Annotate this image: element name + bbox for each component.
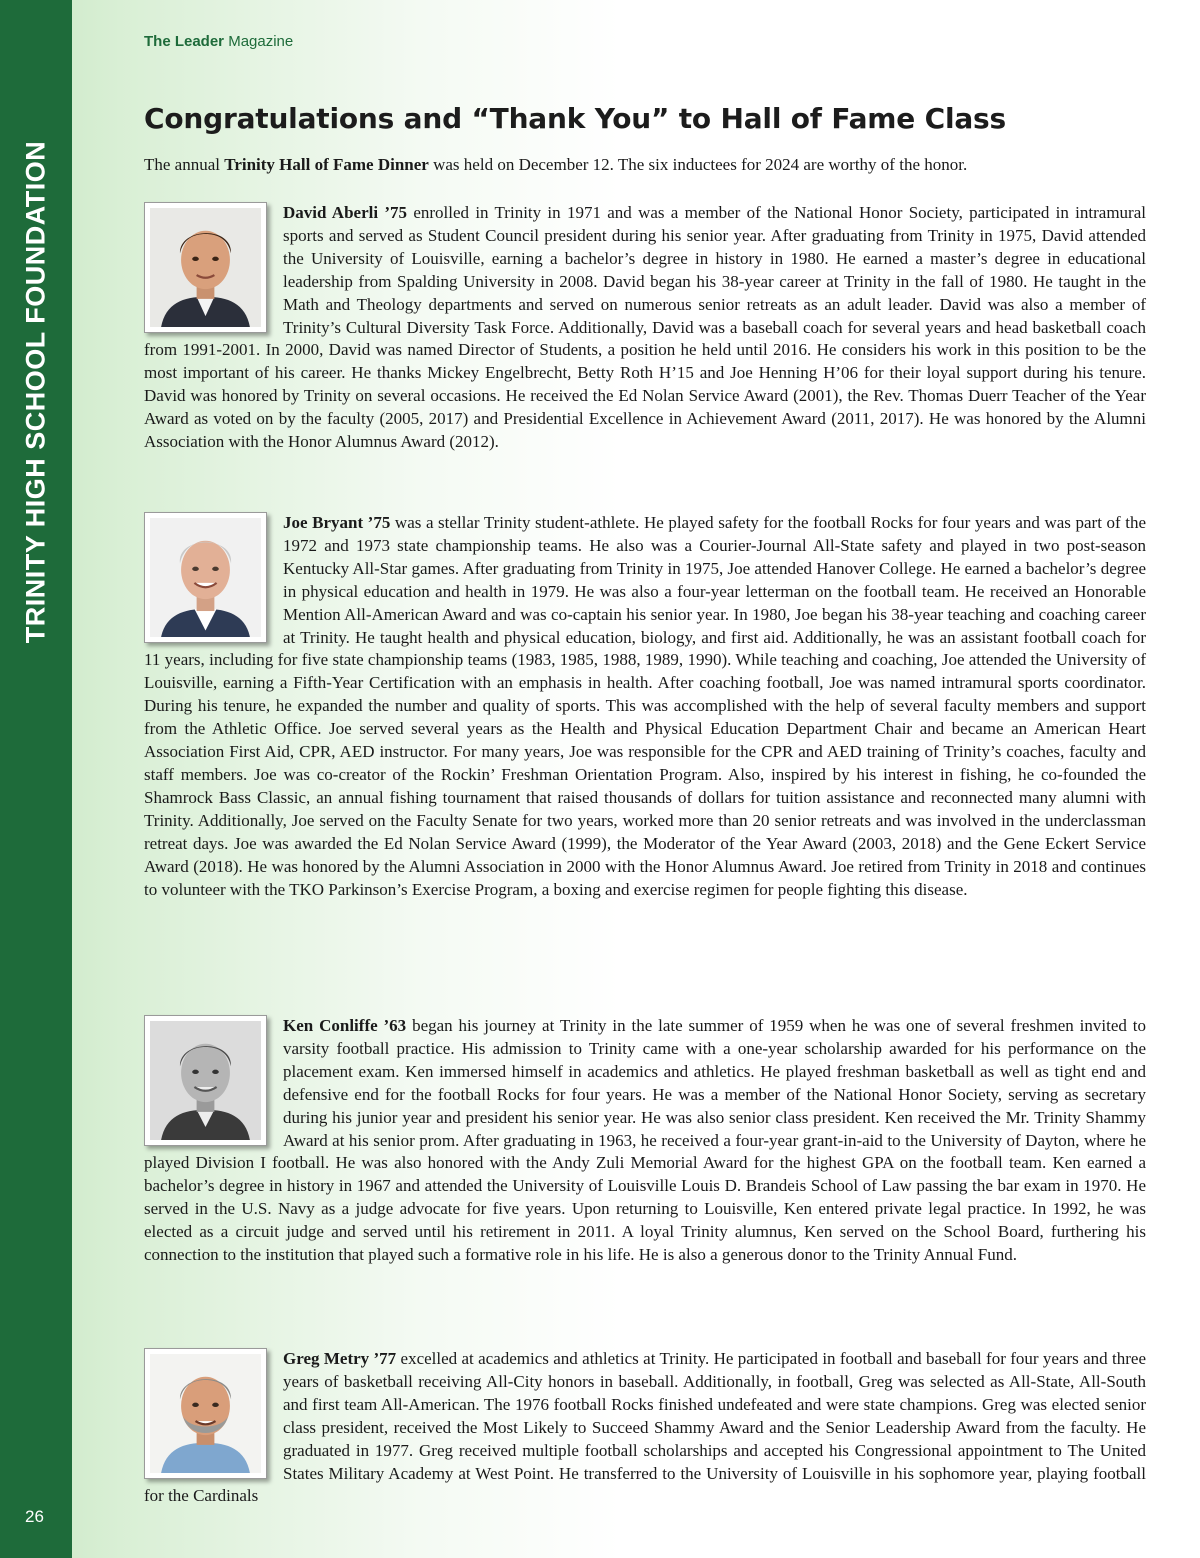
article-headline: Congratulations and “Thank You” to Hall of Fame Class	[144, 102, 1006, 135]
inductee-name: David Aberli ’75	[283, 203, 408, 222]
masthead-section: Magazine	[228, 33, 294, 50]
intro-event: Trinity Hall of Fame Dinner	[224, 155, 429, 174]
article-intro	[144, 153, 1144, 176]
inductee-bio-metry	[144, 1348, 1146, 1508]
portrait-photo-icon	[144, 202, 267, 333]
inductee-name: Joe Bryant ’75	[283, 513, 391, 532]
inductee-text: excelled at academics and athletics at Trinity. He participated in football and baseball for four years and three years of basketball receiving All-City honors in baseball. Additionally, in football, Greg was selected as All-State, All-South and first team All-American. The 1976 football Rocks finished undefeated and were state champions. Greg was elected senior class president, received the Most Likely to Succeed Shammy Award and the Senior Leadership Award from the faculty. He graduated in 1977. Greg received multiple football scholarships and accepted his Congressional appointment to The United States Military Academy at West Point. He transferred to the University of Louisville in his sophomore year, playing football for the Cardinals	[144, 1349, 1146, 1506]
inductee-bio-conliffe	[144, 1015, 1146, 1267]
sidebar	[0, 0, 72, 1558]
page-number: 26	[25, 1507, 44, 1526]
inductee-text: enrolled in Trinity in 1971 and was a member of the National Honor Society, participated in intramural sports and served as Student Council president during his senior year. After graduating from Trinity in 1975, David attended the University of Louisville, earning a bachelor’s degree in history in 1980. He earned a master’s degree in educational leadership from Spalding University in 2008. David began his 38-year career at Trinity in the fall of 1980. He taught in the Math and Theology departments and served on numerous senior retreats as an adult leader. David was also a member of Trinity’s Cultural Diversity Task Force. Additionally, David was a baseball coach for several years and head basketball coach from 1991-2001. In 2000, David was named Director of Students, a position he held until 2016. He considers his work in this position to be the most important of his career. He thanks Mickey Engelbrecht, Betty Roth H’15 and Joe Henning H’06 for their loyal support during his tenure. David was honored by Trinity on several occasions. He received the Ed Nolan Service Award (2001), the Rev. Thomas Duerr Teacher of the Year Award as voted on by the faculty (2005, 2017) and Presidential Excellence in Achievement Award (2011, 2017). He was honored by the Alumni Association with the Honor Alumnus Award (2012).	[144, 203, 1146, 452]
intro-pre: The annual	[144, 155, 225, 174]
inductee-bio-bryant	[144, 512, 1146, 901]
masthead-brand: The Leader	[144, 33, 225, 50]
inductee-name: Ken Conliffe ’63	[283, 1016, 407, 1035]
inductee-text: began his journey at Trinity in the late summer of 1959 when he was one of several freshmen invited to varsity football practice. His admission to Trinity came with a one-year scholarship awarded for his performance on the placement exam. Ken immersed himself in academics and athletics. He played freshman basketball as well as tight end and defensive end for the football Rocks for four years. He was a member of the National Honor Society, serving as secretary during his junior year and president his senior year. He was also senior class president. Ken received the Mr. Trinity Shammy Award at his senior prom. After graduating in 1963, he received a four-year grant-in-aid to the University of Dayton, where he played Division I football. He was also honored with the Andy Zuli Memorial Award for the highest GPA on the football team. Ken earned a bachelor’s degree in history in 1967 and attended the University of Louisville Louis D. Brandeis School of Law passing the bar exam in 1970. He served in the U.S. Navy as a judge advocate for five years. Upon returning to Louisville, Ken entered private legal practice. In 1992, he was elected as a circuit judge and served until his retirement in 2011. A loyal Trinity alumnus, Ken served on the School Board, furthering his connection to the institution that played such a formative role in his life. He is also a generous donor to the Trinity Annual Fund.	[144, 1016, 1146, 1265]
inductee-bio-aberli	[144, 202, 1146, 454]
inductee-name: Greg Metry ’77	[283, 1349, 397, 1368]
masthead	[144, 33, 293, 50]
portrait-photo-icon	[144, 1015, 267, 1146]
intro-post: was held on December 12. The six inductees for 2024 are worthy of the honor.	[428, 155, 968, 174]
sidebar-title: TRINITY HIGH SCHOOL FOUNDATION	[20, 140, 51, 644]
inductee-text: was a stellar Trinity student-athlete. He played safety for the football Rocks for four years and was part of the 1972 and 1973 state championship teams. He also was a Courier-Journal All-State safety and played in two post-season Kentucky All-Star games. After graduating from Trinity in 1975, Joe attended Hanover College. He earned a bachelor’s degree in physical education and health in 1979. He was also a four-year letterman on the football team. He received an Honorable Mention All-American Award and was co-captain his senior year. In 1980, Joe began his 38-year teaching and coaching career at Trinity. He taught health and physical education, biology, and first aid. Additionally, he was an assistant football coach for 11 years, including for five state championship teams (1983, 1985, 1988, 1989, 1990). While teaching and coaching, Joe attended the University of Louisville, earning a Fifth-Year Certification with an emphasis in health. After coaching football, Joe was named intramural sports coordinator. During his tenure, he expanded the number and quality of sports. This was accomplished with the help of several faculty members and support from the Athletic Office. Joe served several years as the Health and Physical Education Department Chair and became an American Heart Association First Aid, CPR, AED instructor. For many years, Joe was responsible for the CPR and AED training of Trinity’s coaches, faculty and staff members. Joe was co-creator of the Rockin’ Freshman Orientation Program. Also, inspired by his interest in fishing, he co-founded the Shamrock Bass Classic, an annual fishing tournament that raised thousands of dollars for tuition assistance and reconnected many alumni with Trinity. Additionally, Joe served on the Faculty Senate for two years, worked more than 20 senior retreats and was involved in the underclassman retreat days. Joe was awarded the Ed Nolan Service Award (1999), the Moderator of the Year Award (2003, 2018) and the Gene Eckert Service Award (2018). He was honored by the Alumni Association in 2000 with the Honor Alumnus Award. Joe retired from Trinity in 2018 and continues to volunteer with the TKO Parkinson’s Exercise Program, a boxing and exercise regimen for people fighting this disease.	[144, 513, 1146, 899]
portrait-photo-icon	[144, 1348, 267, 1479]
portrait-photo-icon	[144, 512, 267, 643]
